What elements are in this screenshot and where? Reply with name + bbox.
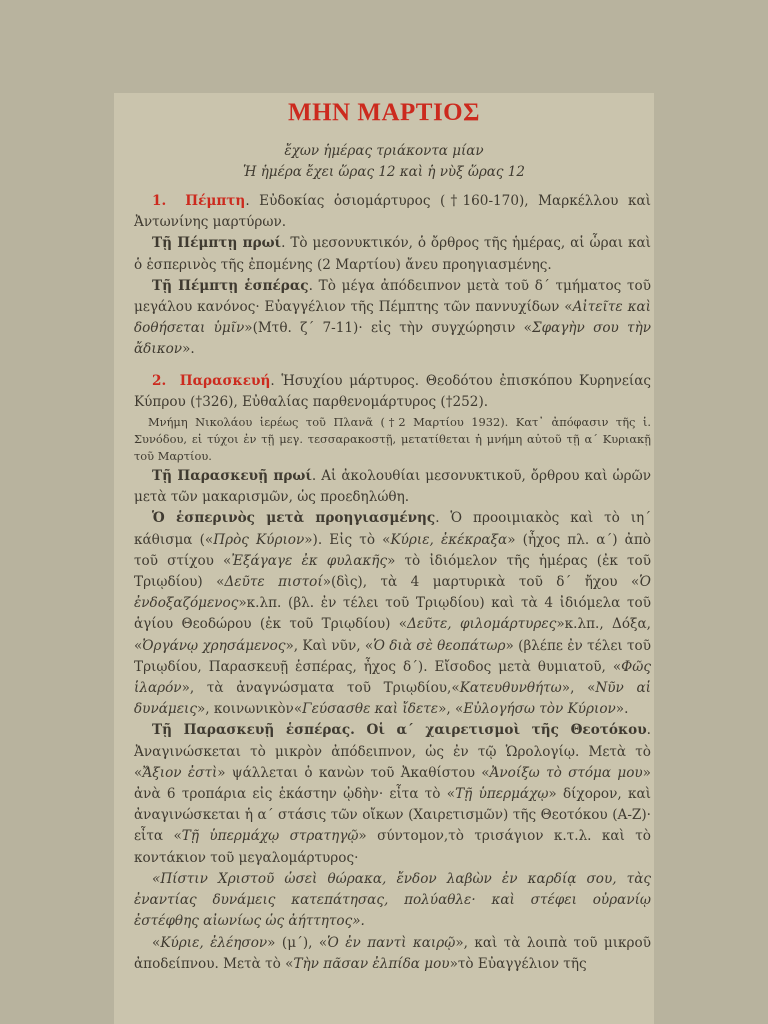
subtitle-hours: Ἡ ἡμέρα ἔχει ὥρας 12 καὶ ἡ νὺξ ὥρας 12 (243, 164, 525, 180)
day2-evening-text: » ἀνὰ 6 τροπάρια εἰς ἑκάστην ᾠδὴν· εἶτα τὸ « (134, 764, 651, 803)
day2-name: Παρασκευή (179, 372, 271, 389)
day2-vespers-quote: Φῶς ἱλαρόν (134, 658, 651, 697)
day1-evening-paragraph (134, 276, 651, 361)
day2-vespers-text: . Ὁ προοιμιακὸς καὶ τὸ ιη΄ κάθισμα (« (134, 510, 651, 548)
day1-number: 1. (152, 193, 167, 209)
day2-vespers-quote: Γεύσασθε καὶ ἴδετε (302, 701, 439, 718)
day2-vespers-text: »(δὶς), τὰ 4 μαρτυρικὰ τοῦ δ΄ ἤχου « (322, 574, 640, 591)
day2-vespers-text: » τὸ ἰδιόμελον τῆς ἡμέρας (ἐκ τοῦ Τριῳδίου) « (134, 552, 651, 591)
day2-vespers-text: », « (561, 680, 596, 697)
day2-heading-paragraph (134, 371, 651, 413)
day2-evening-quote: Ἀνοίξω τὸ στόμα μου (489, 764, 643, 781)
day2-vespers-text: »). Εἰς τὸ « (304, 531, 391, 548)
day2-morning-text: . Αἱ ἀκολουθίαι μεσονυκτικοῦ, ὄρθρου καὶ ὡρῶν μετὰ τῶν μακαρισμῶν, ὡς προεδηλώθη. (134, 468, 651, 506)
page-title: ΜΗΝ ΜΑΡΤΙΟΣ (288, 99, 480, 126)
document-page (114, 93, 654, 1024)
day1-evening-quote: Αἰτεῖτε καὶ δοθήσεται ὑμῖν (134, 299, 651, 337)
day2-morning-label: Τῇ Παρασκευῇ πρωί (152, 468, 312, 485)
day1-evening-text: »(Μτθ. ζ΄ 7-11)· εἰς τὴν συγχώρησιν « (244, 320, 532, 337)
day1-morning-paragraph (134, 233, 651, 275)
day2-closing-text (134, 935, 651, 972)
day2-vespers-quote: Νῦν αἱ δυνάμεις (134, 680, 651, 718)
day2-closing-text: »τὸ Εὐαγγέλιον τῆς (449, 955, 587, 972)
day1-saints: . Εὐδοκίας ὁσιομάρτυρος (†160-170), Μαρκέλλου καὶ Ἀντωνίνης μαρτύρων. (134, 193, 651, 231)
day2-evening-text: » ψάλλεται ὁ κανὼν τοῦ Ἀκαθίστου « (217, 764, 490, 781)
day2-number: 2. (152, 372, 167, 389)
day2-evening-quote: Τῇ ὑπερμάχῳ στρατηγῷ (181, 828, 359, 845)
day2-evening-paragraph (134, 720, 651, 868)
day2-vespers-text: », κοινωνικὸν« (196, 701, 303, 718)
day2-morning-paragraph (134, 466, 651, 508)
day2-vespers-text: »κ.λπ. (βλ. ἐν τέλει τοῦ Τριῳδίου) καὶ τὰ 4 ἰδιόμελα τοῦ ἁγίου Θεοδώρου (ἐκ τοῦ Τριῳδίου) « (134, 595, 651, 633)
day2-closing-quote: Τὴν πᾶσαν ἐλπίδα μου (293, 955, 450, 972)
day1-morning-label: Τῇ Πέμπτῃ πρωί (152, 235, 282, 252)
day2-vespers-label: Ὁ ἑσπερινὸς μετὰ προηγιασμένης (152, 510, 436, 527)
day2-vespers-quote: Ὁ διὰ σὲ θεοπάτωρ (373, 637, 506, 654)
day1-evening-label: Τῇ Πέμπτῃ ἑσπέρας (152, 277, 309, 294)
day2-vespers-quote: Ὁ ἐνδοξαζόμενος (134, 574, 651, 612)
day2-closing-quote: Κύριε, ἐλέησον (160, 934, 268, 951)
day2-kontakion-hymn: «Πίστιν Χριστοῦ ὡσεὶ θώρακα, ἔνδον λαβὼν ἐν καρδίᾳ σου, τὰς ἐναντίας δυνάμεις κατεπάτησας, πολύαθλε· καὶ στέφει οὐρανίῳ ἐστέφθης αἰωνίως ὡς ἀήττητος». (134, 870, 651, 930)
day2-evening-quote: Τῇ ὑπερμάχῳ (455, 786, 549, 803)
day2-evening-text: » σύντομον,τὸ τρισάγιον κ.τ.λ. καὶ τὸ κοντάκιον τοῦ μεγαλομάρτυρος· (134, 828, 651, 866)
day2-vespers-text: », τὰ ἀναγνώσματα τοῦ Τριῳδίου,« (181, 680, 460, 697)
day2-note: Μνήμη Νικολάου ἱερέως τοῦ Πλανᾶ (†2 Μαρτίου 1932). Κατ᾽ ἀπόφασιν τῆς ἱ. Συνόδου, εἰ τύχοι ἐν τῇ μεγ. τεσσαρακοστῇ, μετατίθεται ἡ μνήμη αὐτοῦ τῇ α΄ Κυριακῇ τοῦ Μαρτίου. (134, 415, 651, 464)
day2-closing-quote: Ὁ ἐν παντὶ καιρῷ (327, 934, 456, 951)
day2-evening-text: . Ἀναγινώσκεται τὸ μικρὸν ἀπόδειπνον, ὡς ἐν τῷ Ὡρολογίῳ. Μετὰ τὸ « (134, 722, 651, 781)
day2-closing-text: », καὶ τὰ λοιπὰ τοῦ μικροῦ ἀποδείπνου. Μετὰ τὸ « (134, 934, 651, 972)
day2-vespers-text (134, 510, 651, 717)
day1-morning-text: . Τὸ μεσονυκτικόν, ὁ ὄρθρος τῆς ἡμέρας, αἱ ὧραι καὶ ὁ ἑσπερινὸς τῆς ἐπομένης (2 Μαρτίου) ἄνευ προηγιασμένης. (134, 235, 651, 273)
day2-vespers-text: ». (615, 701, 629, 718)
day2-vespers-quote: Ἐξάγαγε ἐκ φυλακῆς (231, 552, 388, 569)
day2-closing-text: « (152, 934, 161, 951)
day2-vespers-quote: Ὀργάνῳ χρησάμενος (142, 637, 286, 654)
day2-evening-label: Τῇ Παρασκευῇ ἑσπέρας. Οἱ α΄ χαιρετισμοὶ τῆς Θεοτόκου (152, 722, 647, 739)
day2-vespers-quote: Κύριε, ἐκέκραξα (390, 531, 508, 548)
day2-evening-text (134, 722, 651, 865)
day2-closing-paragraph (134, 933, 651, 975)
day2-vespers-quote: Δεῦτε, φιλομάρτυρες (407, 616, 557, 633)
day2-vespers-text: », « (438, 701, 464, 718)
day1-evening-text: . Τὸ μέγα ἀπόδειπνον μετὰ τοῦ δ΄ τμήματος τοῦ μεγάλου κανόνος· Εὐαγγέλιον τῆς Πέμπτης τῶν παννυχίδων « (134, 277, 651, 316)
day1-name: Πέμπτη (185, 193, 246, 209)
day2-closing-text: » (μ΄), « (267, 934, 328, 951)
day2-vespers-text: »κ.λπ., Δόξα, « (134, 616, 652, 654)
day2-vespers-quote: Δεῦτε πιστοί (224, 574, 323, 591)
day2-vespers-quote: Κατευθυνθήτω (459, 680, 562, 697)
day2-vespers-text: » (ἦχος πλ. α΄) ἀπὸ τοῦ στίχου « (134, 531, 651, 569)
day2-vespers-quote: Εὐλογήσω τὸν Κύριον (463, 701, 616, 718)
document-body (114, 191, 654, 975)
day1-evening-quote: Σφαγὴν σου τὴν ἄδικον (134, 320, 651, 358)
day2-vespers-quote: Πρὸς Κύριον (213, 531, 305, 548)
day2-vespers-text: » (βλέπε ἐν τέλει τοῦ Τριῳδίου, Παρασκευῇ ἑσπέρας, ἦχος δ΄). Εἴσοδος μετὰ θυμιατοῦ, « (134, 637, 651, 675)
day2-saints: . Ἡσυχίου μάρτυρος. Θεοδότου ἐπισκόπου Κυρηνείας Κύπρου (†326), Εὐθαλίας παρθενομάρτυρος (†252). (134, 372, 651, 410)
day2-vespers-paragraph (134, 508, 651, 720)
day1-evening-text: ». (182, 341, 195, 358)
day1-heading-paragraph (134, 191, 651, 233)
subtitle-days: ἔχων ἡμέρας τριάκοντα μίαν (284, 143, 484, 159)
day2-vespers-text: », Καὶ νῦν, « (285, 637, 374, 654)
day2-evening-quote: Ἄξιον ἐστὶ (142, 764, 218, 781)
day2-evening-text: » δίχορον, καὶ ἀναγινώσκεται ἡ α΄ στάσις τῶν οἴκων (Χαιρετισμῶν) τῆς Θεοτόκου (Α-Ζ)· εἶτα « (134, 786, 651, 845)
